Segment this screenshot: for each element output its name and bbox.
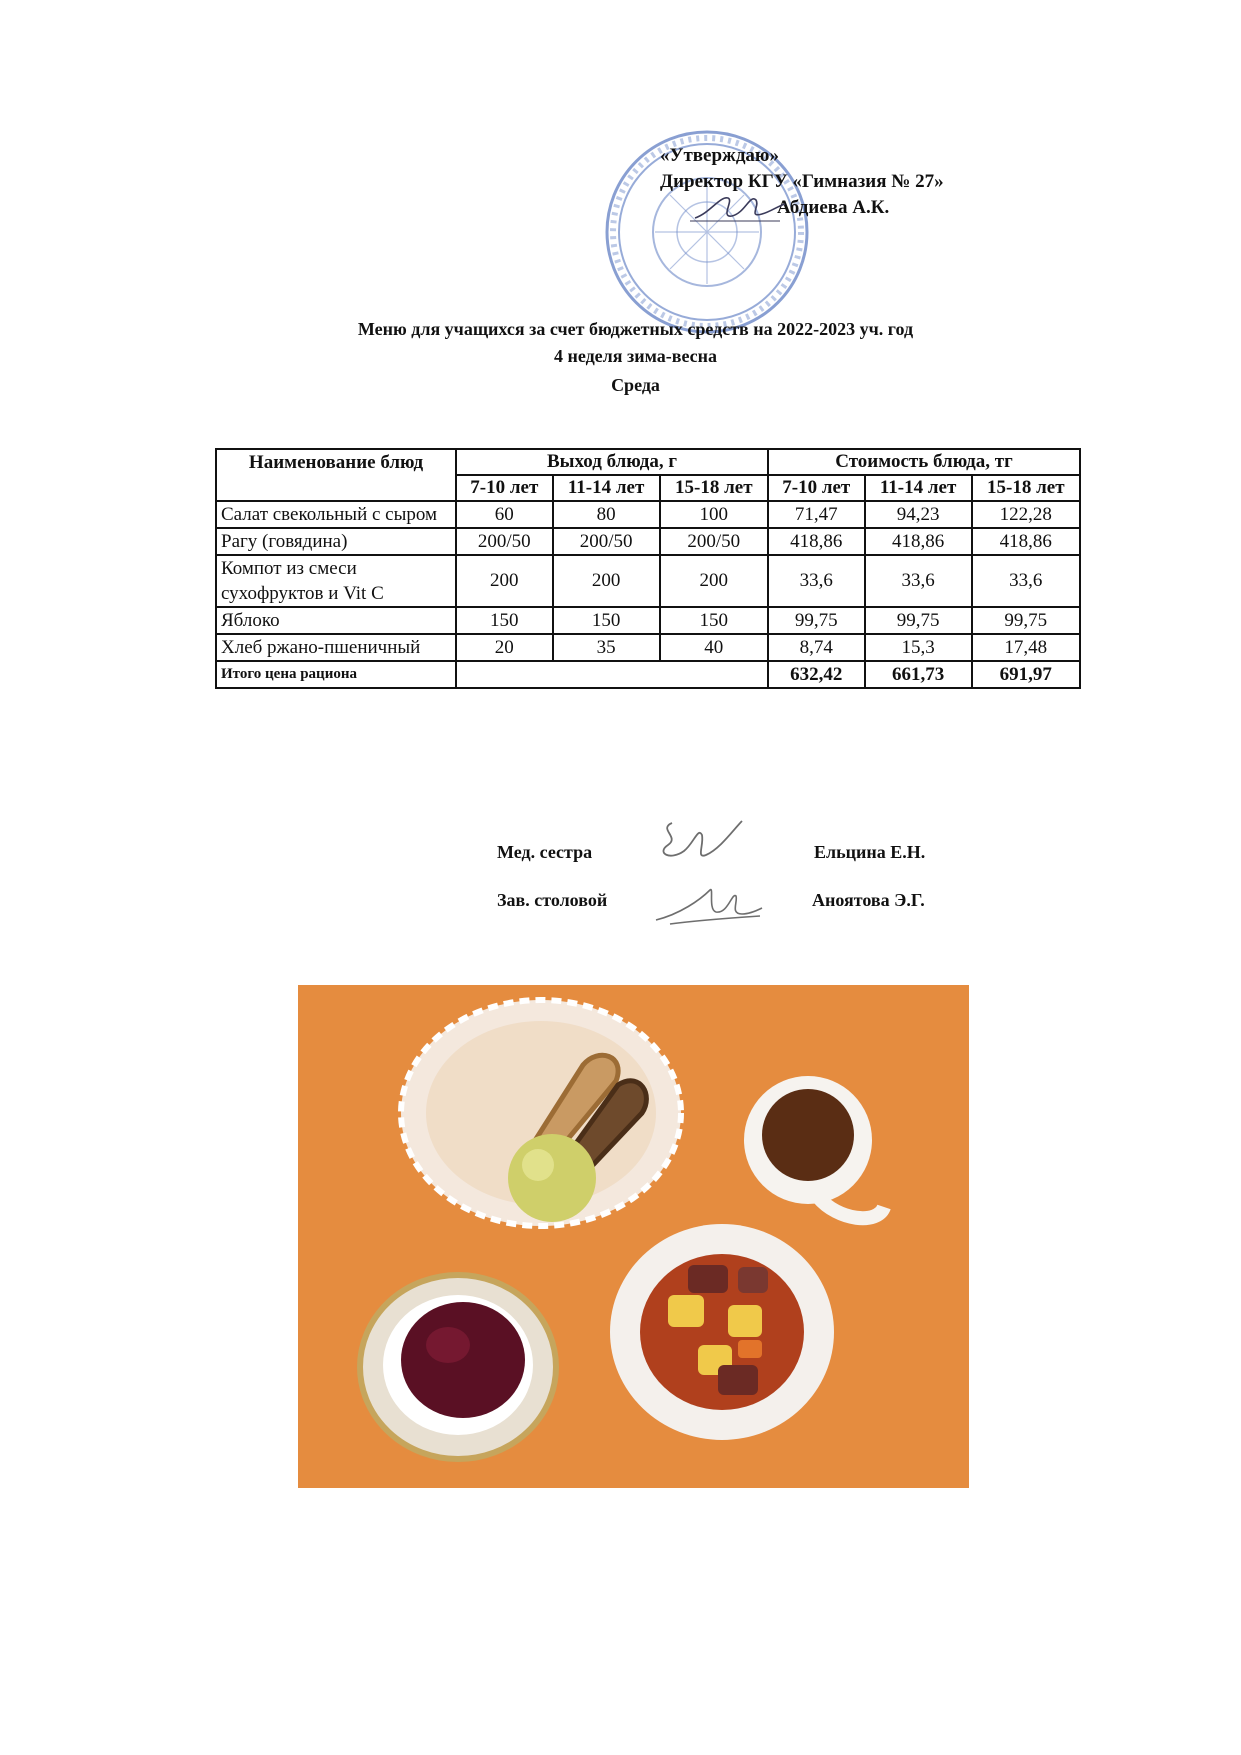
menu-table (215, 448, 1081, 689)
cost-cell: 33,6 (972, 555, 1080, 607)
nurse-signature (650, 815, 750, 870)
nurse-role: Мед. сестра (497, 842, 593, 862)
dish-name: Рагу (говядина) (216, 528, 456, 555)
nurse-name: Ельцина Е.Н. (814, 842, 926, 862)
table-row (216, 555, 1080, 607)
header-age: 11-14 лет (865, 475, 972, 501)
cost-cell: 122,28 (972, 501, 1080, 528)
approval-director: Директор КГУ «Гимназия № 27» (660, 171, 944, 192)
yield-cell: 20 (456, 634, 553, 661)
header-dish: Наименование блюд (216, 449, 456, 501)
dish-name: Яблоко (216, 607, 456, 634)
total-yield-empty (456, 661, 768, 688)
document-subtitle-day: Среда (611, 375, 660, 395)
cost-cell: 99,75 (972, 607, 1080, 634)
canteen-head-signature (650, 880, 765, 930)
dish-name: Компот из смеси сухофруктов и Vit C (216, 555, 456, 607)
cost-cell: 99,75 (768, 607, 865, 634)
total-label: Итого цена рациона (216, 661, 456, 688)
total-cost-cell: 661,73 (865, 661, 972, 688)
table-row (216, 528, 1080, 555)
cost-cell: 33,6 (768, 555, 865, 607)
approval-director-name: Абдиева А.К. (777, 197, 890, 218)
table-row (216, 634, 1080, 661)
canteen-head-role: Зав. столовой (497, 890, 608, 910)
header-age: 7-10 лет (768, 475, 865, 501)
cost-cell: 33,6 (865, 555, 972, 607)
cost-cell: 418,86 (972, 528, 1080, 555)
yield-cell: 100 (660, 501, 768, 528)
yield-cell: 200/50 (456, 528, 553, 555)
yield-cell: 40 (660, 634, 768, 661)
header-age: 7-10 лет (456, 475, 553, 501)
cost-cell: 71,47 (768, 501, 865, 528)
header-age: 15-18 лет (972, 475, 1080, 501)
yield-cell: 200/50 (553, 528, 660, 555)
cost-cell: 94,23 (865, 501, 972, 528)
cost-cell: 8,74 (768, 634, 865, 661)
table-row (216, 501, 1080, 528)
table-row (216, 607, 1080, 634)
cost-cell: 17,48 (972, 634, 1080, 661)
yield-cell: 60 (456, 501, 553, 528)
table-total-row (216, 661, 1080, 688)
header-cost: Стоимость блюда, тг (768, 449, 1080, 475)
director-signature (690, 188, 790, 228)
cost-cell: 418,86 (768, 528, 865, 555)
document-subtitle-week: 4 неделя зима-весна (553, 346, 718, 366)
canteen-head-name: Аноятова Э.Г. (812, 890, 925, 910)
yield-cell: 150 (456, 607, 553, 634)
yield-cell: 150 (553, 607, 660, 634)
dish-name: Хлеб ржано-пшеничный (216, 634, 456, 661)
dish-name: Салат свекольный с сыром (216, 501, 456, 528)
yield-cell: 80 (553, 501, 660, 528)
lunch-photo (298, 985, 969, 1488)
yield-cell: 200 (553, 555, 660, 607)
yield-cell: 200 (456, 555, 553, 607)
cost-cell: 15,3 (865, 634, 972, 661)
total-cost-cell: 691,97 (972, 661, 1080, 688)
header-age: 11-14 лет (553, 475, 660, 501)
cost-cell: 99,75 (865, 607, 972, 634)
yield-cell: 200/50 (660, 528, 768, 555)
yield-cell: 150 (660, 607, 768, 634)
yield-cell: 200 (660, 555, 768, 607)
approval-line: «Утверждаю» (660, 145, 779, 166)
total-cost-cell: 632,42 (768, 661, 865, 688)
cost-cell: 418,86 (865, 528, 972, 555)
yield-cell: 35 (553, 634, 660, 661)
header-yield: Выход блюда, г (456, 449, 768, 475)
header-age: 15-18 лет (660, 475, 768, 501)
document-title: Меню для учащихся за счет бюджетных средств на 2022-2023 уч. год (357, 319, 914, 339)
